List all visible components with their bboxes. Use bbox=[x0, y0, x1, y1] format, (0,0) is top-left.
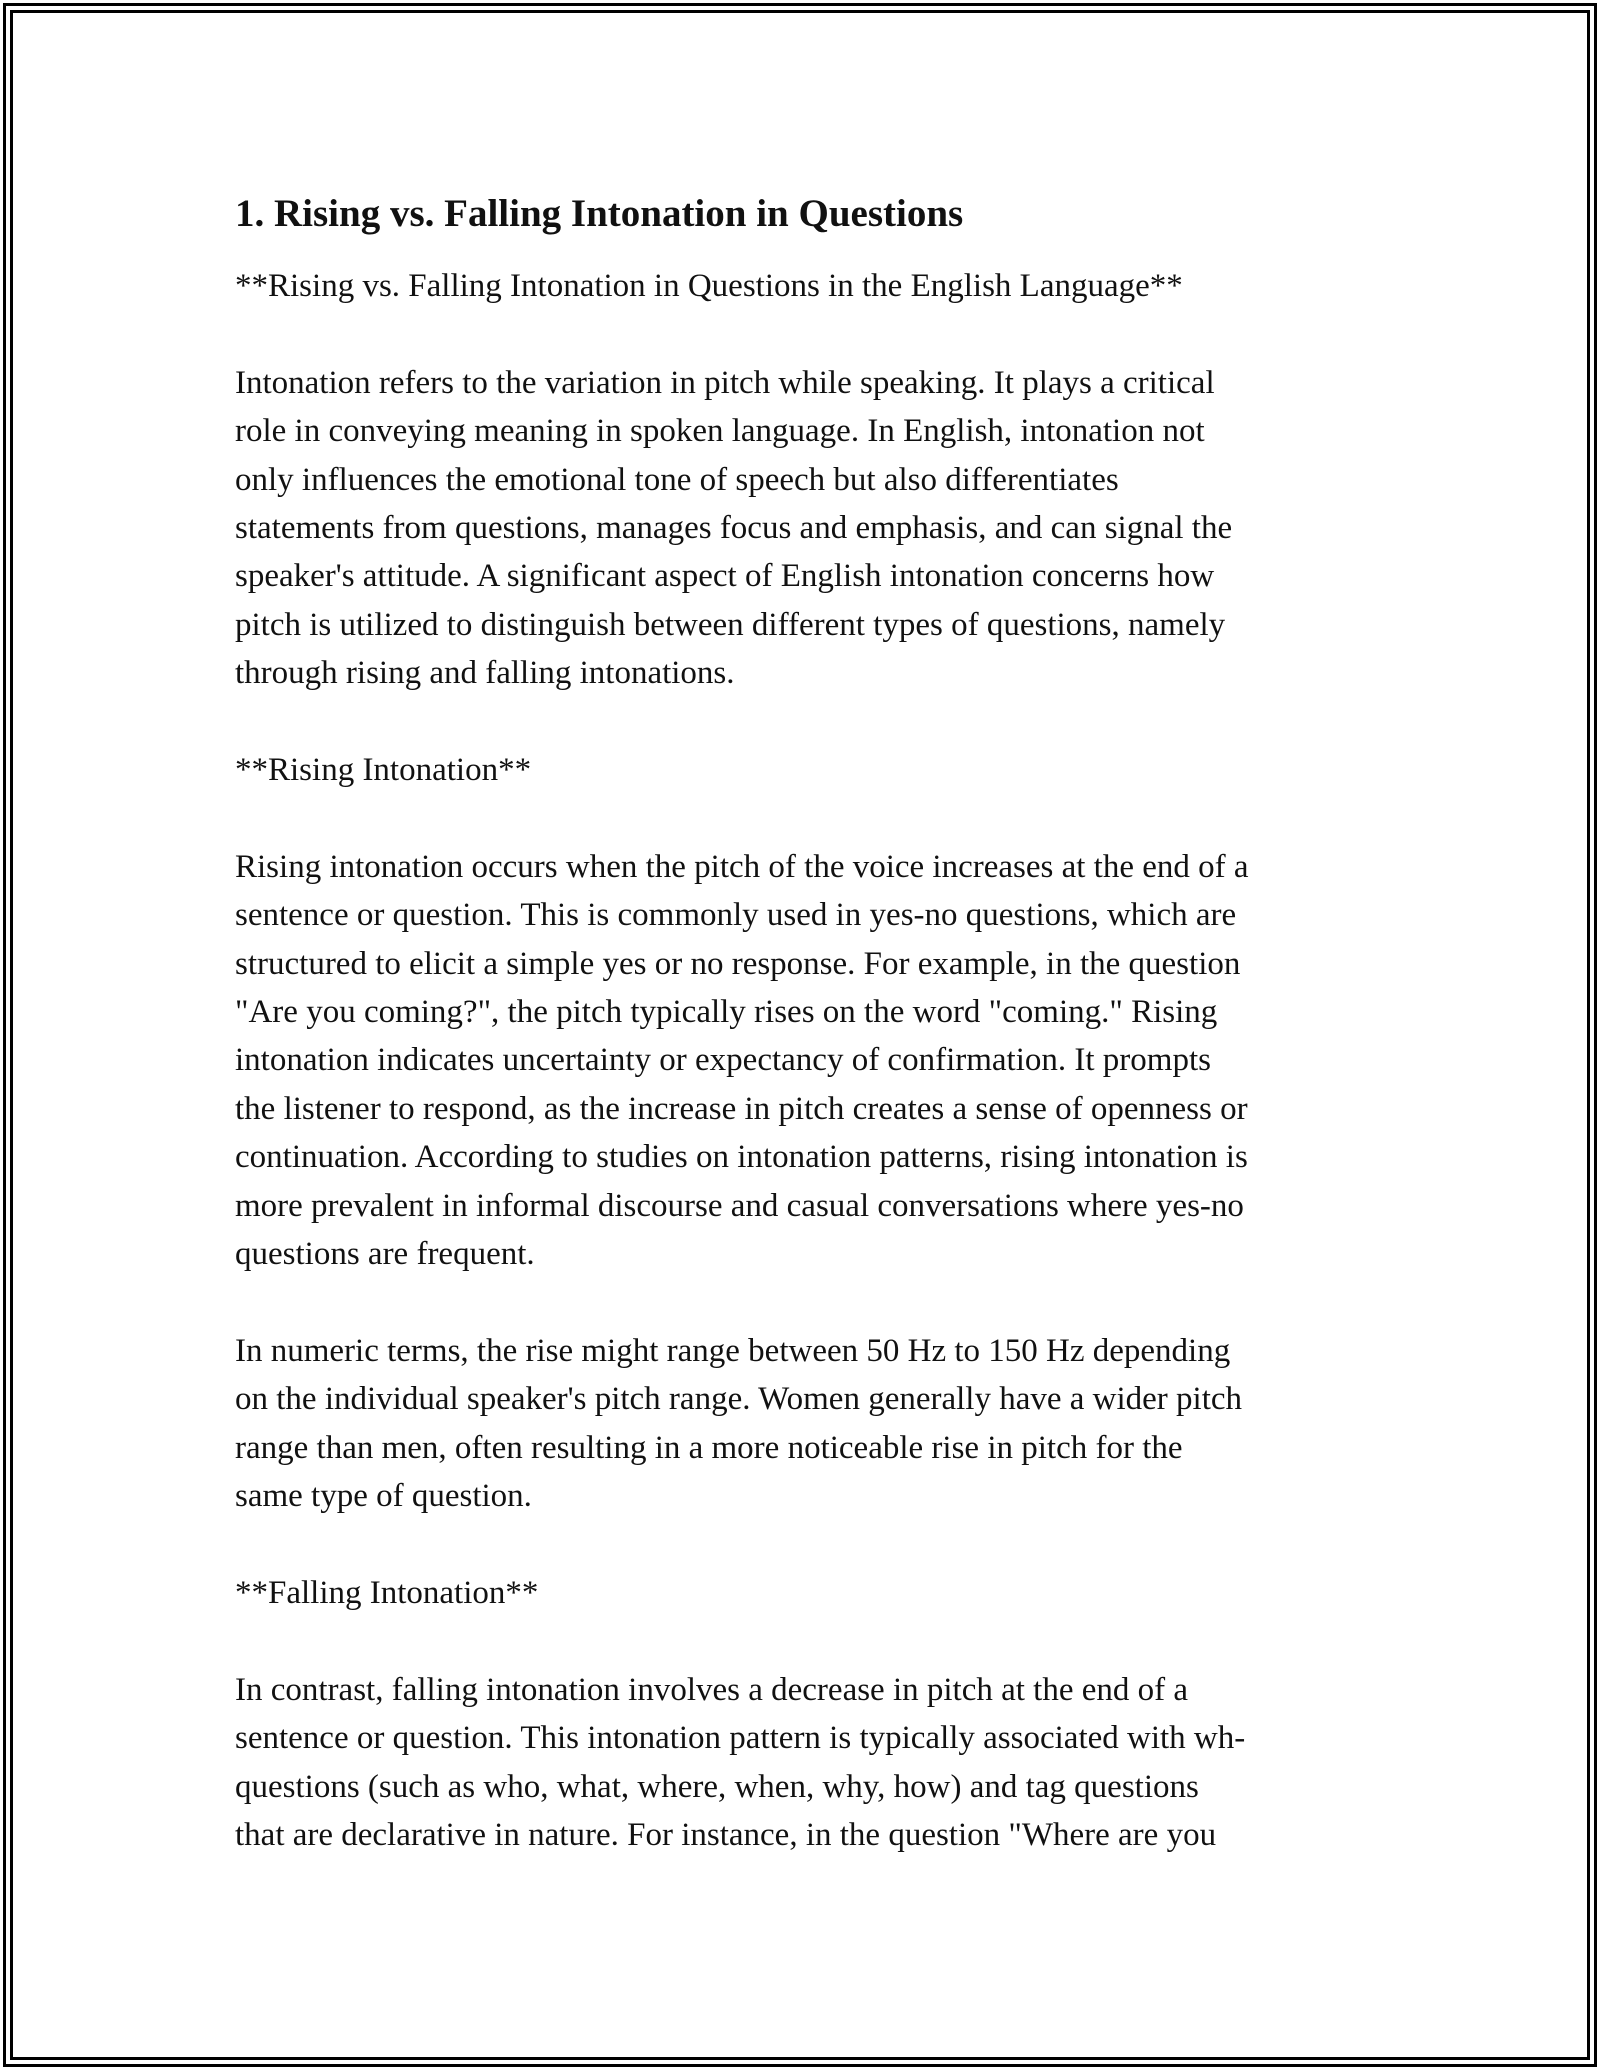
text-line: questions are frequent. bbox=[235, 1236, 535, 1273]
text-line: **Rising Intonation** bbox=[235, 752, 532, 789]
text-line: Rising intonation occurs when the pitch of the voice increases at the end of a bbox=[235, 848, 1249, 885]
text-line: **Rising vs. Falling Intonation in Questions in the English Language** bbox=[235, 268, 1183, 304]
text-line: more prevalent in informal discourse and casual conversations where yes-no bbox=[235, 1187, 1244, 1224]
text-line: structured to elicit a simple yes or no response. For example, in the question bbox=[235, 945, 1241, 982]
text-line: intonation indicates uncertainty or expectancy of confirmation. It prompts bbox=[235, 1042, 1211, 1079]
paragraph-gap bbox=[235, 698, 1385, 746]
paragraph-gap bbox=[235, 1521, 1385, 1569]
document-body bbox=[235, 186, 1385, 1859]
text-line: same type of question. bbox=[235, 1478, 532, 1515]
text-line: that are declarative in nature. For instance, in the question "Where are you bbox=[235, 1816, 1217, 1853]
text-line: pitch is utilized to distinguish between different types of questions, namely bbox=[235, 606, 1226, 643]
text-line: In contrast, falling intonation involves a decrease in pitch at the end of a bbox=[235, 1671, 1189, 1708]
text-line: In numeric terms, the rise might range between 50 Hz to 150 Hz depending bbox=[235, 1332, 1231, 1369]
paragraph-gap bbox=[235, 794, 1385, 842]
falling-heading bbox=[235, 1569, 1385, 1617]
text-line: sentence or question. This intonation pattern is typically associated with wh- bbox=[235, 1720, 1246, 1757]
intro-paragraph bbox=[235, 359, 1385, 698]
paragraph-gap bbox=[235, 1278, 1385, 1326]
document-title: 1. Rising vs. Falling Intonation in Questions bbox=[235, 192, 964, 235]
text-line: range than men, often resulting in a more noticeable rise in pitch for the bbox=[235, 1429, 1183, 1466]
text-line: on the individual speaker's pitch range. Women generally have a wider pitch bbox=[235, 1381, 1243, 1418]
numeric-paragraph bbox=[235, 1327, 1385, 1521]
text-line: "Are you coming?", the pitch typically rises on the word "coming." Rising bbox=[235, 994, 1218, 1031]
text-line: **Falling Intonation** bbox=[235, 1574, 539, 1611]
rising-heading bbox=[235, 746, 1385, 794]
text-line: through rising and falling intonations. bbox=[235, 655, 735, 692]
falling-paragraph bbox=[235, 1666, 1385, 1860]
text-line: speaker's attitude. A significant aspect of English intonation concerns how bbox=[235, 558, 1215, 595]
paragraph-gap bbox=[235, 310, 1385, 358]
text-line: role in conveying meaning in spoken language. In English, intonation not bbox=[235, 413, 1205, 450]
text-line: sentence or question. This is commonly used in yes-no questions, which are bbox=[235, 897, 1237, 934]
text-line: Intonation refers to the variation in pitch while speaking. It plays a critical bbox=[235, 364, 1215, 401]
text-line: the listener to respond, as the increase in pitch creates a sense of openness or bbox=[235, 1090, 1248, 1127]
document-text bbox=[235, 262, 1385, 1859]
paragraph-gap bbox=[235, 1617, 1385, 1665]
text-line: questions (such as who, what, where, when, why, how) and tag questions bbox=[235, 1768, 1199, 1805]
text-line: statements from questions, manages focus and emphasis, and can signal the bbox=[235, 510, 1233, 547]
subtitle bbox=[235, 262, 1385, 310]
text-line: continuation. According to studies on intonation patterns, rising intonation is bbox=[235, 1139, 1248, 1176]
text-line: only influences the emotional tone of speech but also differentiates bbox=[235, 461, 1119, 498]
rising-paragraph bbox=[235, 843, 1385, 1279]
